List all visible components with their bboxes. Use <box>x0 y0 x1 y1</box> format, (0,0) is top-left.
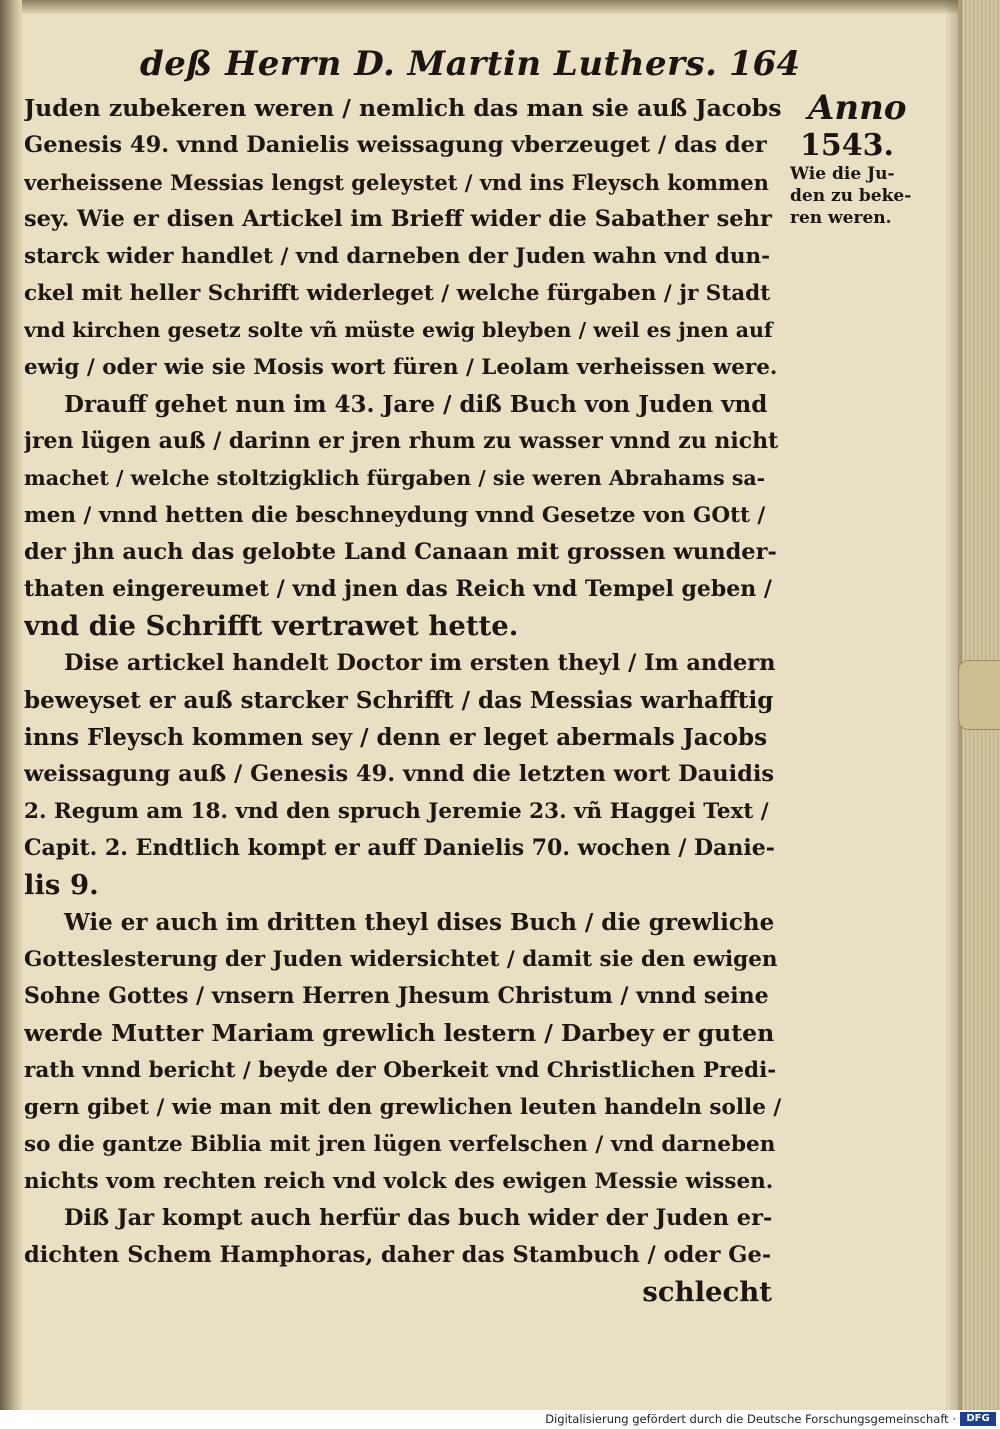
text-line: dichten Schem Hamphoras, daher das Stambuch / oder Ge- <box>24 1242 772 1268</box>
text-line: lis 9. <box>24 869 99 901</box>
margin-anno-word: Anno <box>808 88 907 128</box>
text-line: Sohne Gottes / vnsern Herren Jhesum Christum / vnnd seine <box>24 983 769 1009</box>
text-line: Juden zubekeren weren / nemlich das man sie auß Jacobs <box>24 94 782 122</box>
footer-credit: Digitalisierung gefördert durch die Deutsche Forschungsgemeinschaft · <box>545 1412 956 1426</box>
text-line: der jhn auch das gelobte Land Canaan mit grossen wunder- <box>24 539 777 565</box>
margin-note-line: Wie die Ju- <box>790 164 895 184</box>
digitization-footer <box>0 1410 1000 1429</box>
text-line: men / vnnd hetten die beschneydung vnnd Gesetze von GOtt / <box>24 503 766 528</box>
text-line: so die gantze Biblia mit jren lügen verfelschen / vnd darneben <box>24 1132 776 1157</box>
text-line: jren lügen auß / darinn er jren rhum zu wasser vnnd zu nicht <box>24 428 779 454</box>
page-number: 164 <box>729 44 800 84</box>
marginalia <box>790 88 955 229</box>
book-tab-marker <box>958 660 1000 730</box>
text-line: vnd die Schrifft vertrawet hette. <box>24 610 519 642</box>
text-line: vnd kirchen gesetz solte vñ müste ewig bleyben / weil es jnen auf <box>24 318 773 342</box>
text-line: verheissene Messias lengst geleystet / vnd ins Fleysch kommen <box>24 170 769 195</box>
text-line: ewig / oder wie sie Mosis wort füren / Leolam verheissen were. <box>24 355 778 380</box>
text-line: nichts vom rechten reich vnd volck des ewigen Messie wissen. <box>24 1169 774 1194</box>
gutter-shadow <box>0 0 22 1410</box>
text-line: thaten eingereumet / vnd jnen das Reich vnd Tempel geben / <box>24 576 772 602</box>
catchword: schlecht <box>642 1276 772 1308</box>
text-line: inns Fleysch kommen sey / denn er leget abermals Jacobs <box>24 724 768 751</box>
text-line: starck wider handlet / vnd darneben der Juden wahn vnd dun- <box>24 244 771 269</box>
margin-anno-year: 1543. <box>800 128 894 163</box>
page-top-shadow <box>0 0 1000 14</box>
text-line: gern gibet / wie man mit den grewlichen leuten handeln solle / <box>24 1095 782 1120</box>
margin-note-line: den zu beke- <box>790 186 912 206</box>
text-line: rath vnnd bericht / beyde der Oberkeit vnd Christlichen Predi- <box>24 1058 777 1083</box>
dfg-logo-icon: DFG <box>960 1412 996 1426</box>
text-line: Genesis 49. vnnd Danielis weissagung vberzeuget / das der <box>24 132 767 158</box>
text-line: beweyset er auß starcker Schrifft / das Messias warhafftig <box>24 687 774 714</box>
running-title: deß Herrn D. Martin Luthers. <box>140 44 718 84</box>
margin-note-line: ren weren. <box>790 208 892 228</box>
text-line: Diß Jar kompt auch herfür das buch wider der Juden er- <box>64 1205 773 1231</box>
text-line: Capit. 2. Endtlich kompt er auff Danielis 70. wochen / Danie- <box>24 835 775 861</box>
text-line: sey. Wie er disen Artickel im Brieff wider die Sabather sehr <box>24 206 772 232</box>
text-line: Dise artickel handelt Doctor im ersten theyl / Im andern <box>64 650 776 676</box>
text-line: werde Mutter Mariam grewlich lestern / Darbey er guten <box>24 1019 775 1047</box>
text-line: Gotteslesterung der Juden widersichtet / damit sie den ewigen <box>24 947 778 972</box>
text-line: Drauff gehet nun im 43. Jare / diß Buch von Juden vnd <box>64 391 768 418</box>
text-line: ckel mit heller Schrifft widerleget / welche fürgaben / jr Stadt <box>24 281 771 306</box>
body-text <box>24 90 782 1311</box>
text-line: machet / welche stoltzigklich fürgaben / sie weren Abrahams sa- <box>24 466 766 490</box>
text-line: Wie er auch im dritten theyl dises Buch / die grewliche <box>64 909 775 936</box>
text-line: 2. Regum am 18. vnd den spruch Jeremie 23. vñ Haggei Text / <box>24 799 769 824</box>
text-line: weissagung auß / Genesis 49. vnnd die letzten wort Dauidis <box>24 761 775 787</box>
page-header <box>140 40 800 94</box>
